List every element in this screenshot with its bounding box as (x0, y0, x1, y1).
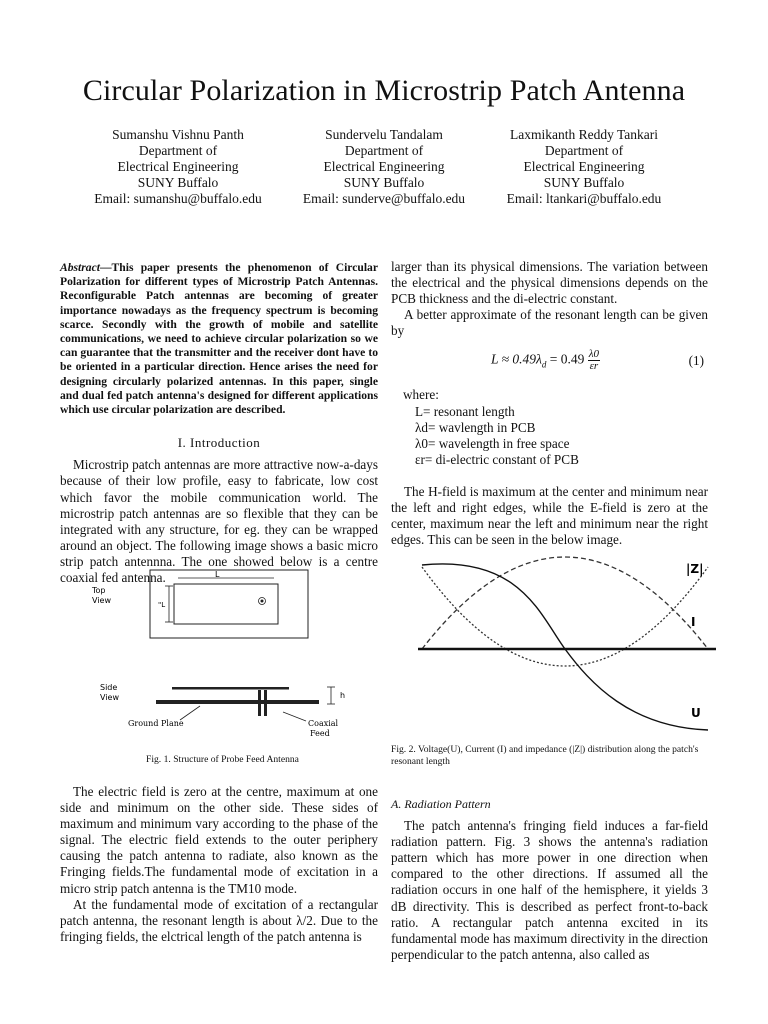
section-heading-introduction: I. Introduction (177, 435, 261, 451)
author-dept: Department of (544, 143, 624, 158)
author-email: Email: sunderve@buffalo.edu (302, 191, 466, 206)
ground-plane-bar (156, 700, 319, 704)
intro-paragraph-2: The electric field is zero at the centre, maximum at one side and minimum on the other side. These sides of maximum and minimum vary according to the phase of the signal. The electric field extends to the outer periphery causing the patch antenna to radiate, also known as the Fringing fields.The fundamental mode of excitation in a micro strip patch antenna is the TM10 mode. (60, 784, 378, 896)
equation-mid: = 0.49 (546, 352, 585, 368)
intro-paragraph-3: At the fundamental mode of excitation of a rectangular patch antenna, the resonant length is about λ/2. Due to the fringing fields, the elctrical length of the patch antenna is (60, 896, 378, 944)
equation-number: (1) (688, 353, 704, 369)
author-dept: Electrical Engineering (323, 159, 445, 174)
label-z: |Z| (686, 562, 704, 576)
where-label: where: (403, 387, 439, 403)
definition-item: εr= di-electric constant of PCB (415, 451, 579, 467)
dim-L-label: L (215, 570, 220, 579)
probe-bar-2 (264, 690, 267, 716)
author-block-1 (68, 127, 288, 207)
side-view-label: Side (100, 683, 118, 692)
right-column-top (391, 259, 708, 548)
current-curve (422, 557, 708, 649)
fraction-denominator: εr (589, 360, 599, 373)
voltage-curve (422, 564, 708, 730)
paper-title: Circular Polarization in Microstrip Patch Antenna (82, 74, 686, 107)
patch-bar (172, 687, 289, 690)
left-column-bottom (60, 784, 378, 945)
author-inst: SUNY Buffalo (543, 175, 625, 190)
left-column-top (60, 261, 378, 586)
coaxial-arrow (283, 712, 306, 721)
abstract-label: Abstract (60, 261, 100, 274)
author-inst: SUNY Buffalo (343, 175, 425, 190)
equation-body (491, 349, 600, 372)
side-view-label-2: View (100, 693, 119, 702)
figure-1-probe-feed-diagram (78, 560, 368, 750)
figure-2-caption: Fig. 2. Voltage(U), Current (I) and impedance (|Z|) distribution along the patch's resonant length (391, 744, 699, 767)
definition-item: λd= wavlength in PCB (415, 419, 536, 435)
author-inst: SUNY Buffalo (137, 175, 219, 190)
patch-outline (174, 584, 278, 624)
label-u: U (691, 706, 701, 720)
radiation-paragraph: The patch antenna's fringing field induces a far-field radiation pattern. Fig. 3 shows the antenna's radiation pattern which has more power in one direction when compared to the other directions. If assumed all the radiation occurs in one half of the hemisphere, it yields 3 dB directivity. This is described as perfect front-to-back ratio. A rectangular patch antenna excited in its fundamental mode has maximum directivity in the direction perpendicular to the patch antenna, also called as (391, 818, 708, 962)
ground-plane-label: Ground Plane (128, 719, 184, 728)
label-i: I (691, 615, 696, 629)
definition-item: λ0= wavelength in free space (415, 435, 570, 451)
coaxial-feed-label-2: Feed (310, 729, 330, 738)
author-dept: Electrical Engineering (523, 159, 645, 174)
top-view-label-2: View (92, 596, 111, 605)
author-name: Laxmikanth Reddy Tankari (509, 127, 659, 142)
feed-point-inner (261, 600, 264, 603)
right-paragraph-2: A better approximate of the resonant length can be given by (391, 307, 708, 339)
equation-lhs: L ≈ 0.49λ (491, 352, 542, 368)
abstract (60, 261, 378, 417)
equation-1 (391, 343, 708, 379)
coaxial-feed-label: Coaxial (308, 719, 339, 728)
author-block-2 (274, 127, 494, 207)
author-name: Sundervelu Tandalam (325, 127, 443, 142)
author-email: Email: ltankari@buffalo.edu (506, 191, 662, 206)
author-email: Email: sumanshu@buffalo.edu (94, 191, 262, 206)
author-dept: Department of (138, 143, 218, 158)
ground-plane-arrow (180, 706, 200, 720)
section-heading-radiation-pattern: A. Radiation Pattern (391, 797, 491, 811)
abstract-text: —This paper presents the phenomenon of Circular Polarization for different types of Microstrip Patch Antennas. Reconfigurable Patch antennas are becoming of greater importance nowadays as the frequency spectrum is becoming scarce. Secondly with the growth of mobile and satellite communications, we need to achieve circular polarization so we can guarantee that the transmitter and the receiver dont have to be oriented in a particular direction. Hence arises the need for designing circularly polarized antennas. In this paper, single and dual fed patch antenna's designed for different applications which use circular polarization are described. (60, 261, 378, 417)
equation-fraction (588, 349, 600, 372)
right-paragraph-3: The H-field is maximum at the center and minimum near the left and right edges, while the E-field is zero at the center, maximum near the left and minimum near the right edges. This can be seen in the below image. (391, 483, 708, 548)
author-dept: Department of (344, 143, 424, 158)
figure-2-distribution-plot (410, 555, 720, 735)
figure-1-caption: Fig. 1. Structure of Probe Feed Antenna (146, 754, 299, 765)
probe-bar (258, 690, 261, 716)
definition-item: L= resonant length (415, 403, 515, 419)
equation-sub: d (541, 359, 547, 370)
dim-h-label: h (340, 691, 346, 700)
top-view-label: Top (92, 586, 106, 595)
fraction-numerator: λ0 (588, 348, 600, 361)
dim-w-label: "L (158, 601, 166, 609)
author-block-3 (474, 127, 694, 207)
right-paragraph-1: larger than its physical dimensions. The variation between the electrical and the physical dimensions depends on the PCB thickness and the di-electric constant. (391, 259, 708, 307)
right-column-bottom (391, 796, 708, 963)
definitions (403, 387, 708, 467)
author-dept: Electrical Engineering (117, 159, 239, 174)
author-name: Sumanshu Vishnu Panth (112, 127, 244, 142)
intro-paragraph-1: Microstrip patch antennas are more attractive now-a-days because of their low profile, easy to fabricate, low cost which favor the mobile communication world. The microstrip patch antennas are so flexible that they can be integrated with any structure, for eg. they can be wrapped around an object. The following image shows a basic micro strip patch antennna. The one showed below is a centre coaxial fed antenna. (60, 457, 378, 585)
impedance-curve (422, 567, 708, 666)
